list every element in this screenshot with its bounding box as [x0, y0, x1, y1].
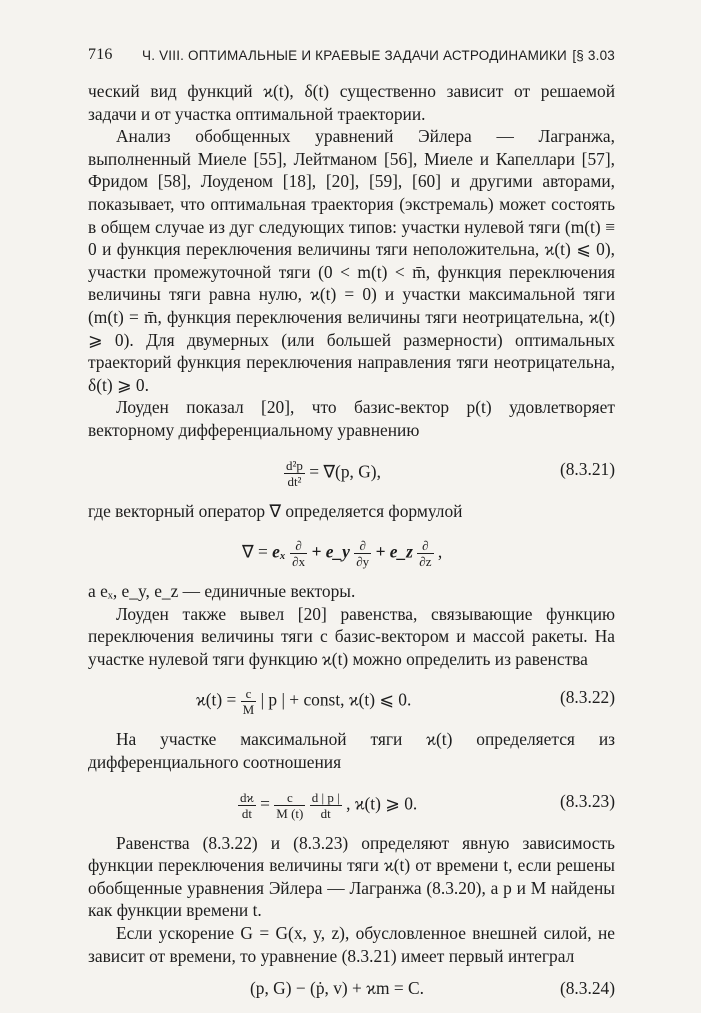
equation-label: (8.3.22) [559, 687, 615, 708]
equation-8-3-23: $\frac{dϰ}{dt}$ = $\frac{c}{M (t)}$ $\frac{d | p |}{dt}$ , ϰ(t) ⩾ 0. (8.3.23) [240, 789, 615, 821]
paragraph: Если ускорение G = G(x, y, z), обусловленное внешней силой, не зависит от времени, то уравнение (8.3.21) имеет первый интеграл [88, 923, 615, 966]
equation-label: (8.3.21) [559, 458, 615, 479]
paragraph: Лоуден также вывел [20] равенства, связывающие функцию переключения величины тяги с базис-вектором и массой ракеты. На участке нулевой тяги функцию ϰ(t) можно определить из равенства [88, 603, 615, 669]
equation-8-3-24 [88, 973, 615, 1007]
paragraph: где векторный оператор ∇ определяется формулой [88, 500, 463, 521]
paragraph: На участке максимальной тяги ϰ(t) определяется из дифференциального соотношения [88, 729, 615, 773]
equation-8-3-21 [88, 448, 615, 494]
fraction: $\frac{\text{d²p}}{\text{dt²}}$ [286, 457, 303, 489]
chapter-title: Ч. VIII. ОПТИМАЛЬНЫЕ И КРАЕВЫЕ ЗАДАЧИ АСТРОДИНАМИКИ [142, 48, 567, 63]
equation-nabla: ∇ = eₓ $\frac{\partial}{\partial x}$ + e_y $\frac{\partial}{\partial y}$ + e_z $\frac{\partial}{\partial z}$ , [242, 538, 443, 570]
equation-label: (8.3.24) [559, 978, 615, 999]
section-number: [§ 3.03 [572, 48, 615, 63]
equation-label: (8.3.23) [559, 790, 615, 811]
paragraph: Анализ обобщенных уравнений Эйлера — Лагранжа, выполненный Миеле [55], Лейтманом [56], Миеле и Капеллари [57], Фридом [58], Лоуденом [18], [20], [59], [60] и другими авторами, показывает, что оптимальная траектория (экстремаль) может состоять в общем случае из дуг следующих типов: участки нулевой тяги (m(t) ≡ 0 и функция переключения величины тяги неположительна, ϰ(t) ⩽ 0), участки промежуточной тяги (0 < m(t) < m̄, функция переключения величины тяги равна нулю, ϰ(t) = 0) и участки максимальной тяги (m(t) = m̄, функция переключения величины тяги неотрицательна, ϰ(t) ⩾ 0). Для двумерных (или большей размерности) оптимальных траекторий функция переключения направления тяги неотрицательна, δ(t) ⩾ 0. [88, 126, 615, 395]
paragraph: а eₓ, e_y, e_z — единичные векторы. [88, 581, 356, 602]
page-number: 716 [88, 46, 113, 63]
page-body [88, 80, 615, 1013]
paragraph: ческий вид функций ϰ(t), δ(t) существенно зависит от решаемой задачи и от участка оптимальной траектории. [88, 81, 615, 124]
paragraph: Равенства (8.3.22) и (8.3.23) определяют явную зависимость функции переключения величины тяги ϰ(t) от времени t, если решены обобщенные уравнения Эйлера — Лагранжа (8.3.20), а p и M найдены как функции времени t. [88, 832, 615, 921]
running-header [88, 44, 615, 68]
paragraph: Лоуден показал [20], что базис-вектор p(t) удовлетворяет векторному дифференциальному уравнению [88, 397, 615, 440]
equation-8-3-22: ϰ(t) = $\frac{c}{M}$ | p | + const, ϰ(t) ⩽ 0. (8.3.22) [196, 686, 615, 718]
equation-body: (p, G) − (ṗ, v) + ϰm = C. [250, 978, 424, 999]
equation-body: = ∇(p, G), [309, 461, 381, 481]
